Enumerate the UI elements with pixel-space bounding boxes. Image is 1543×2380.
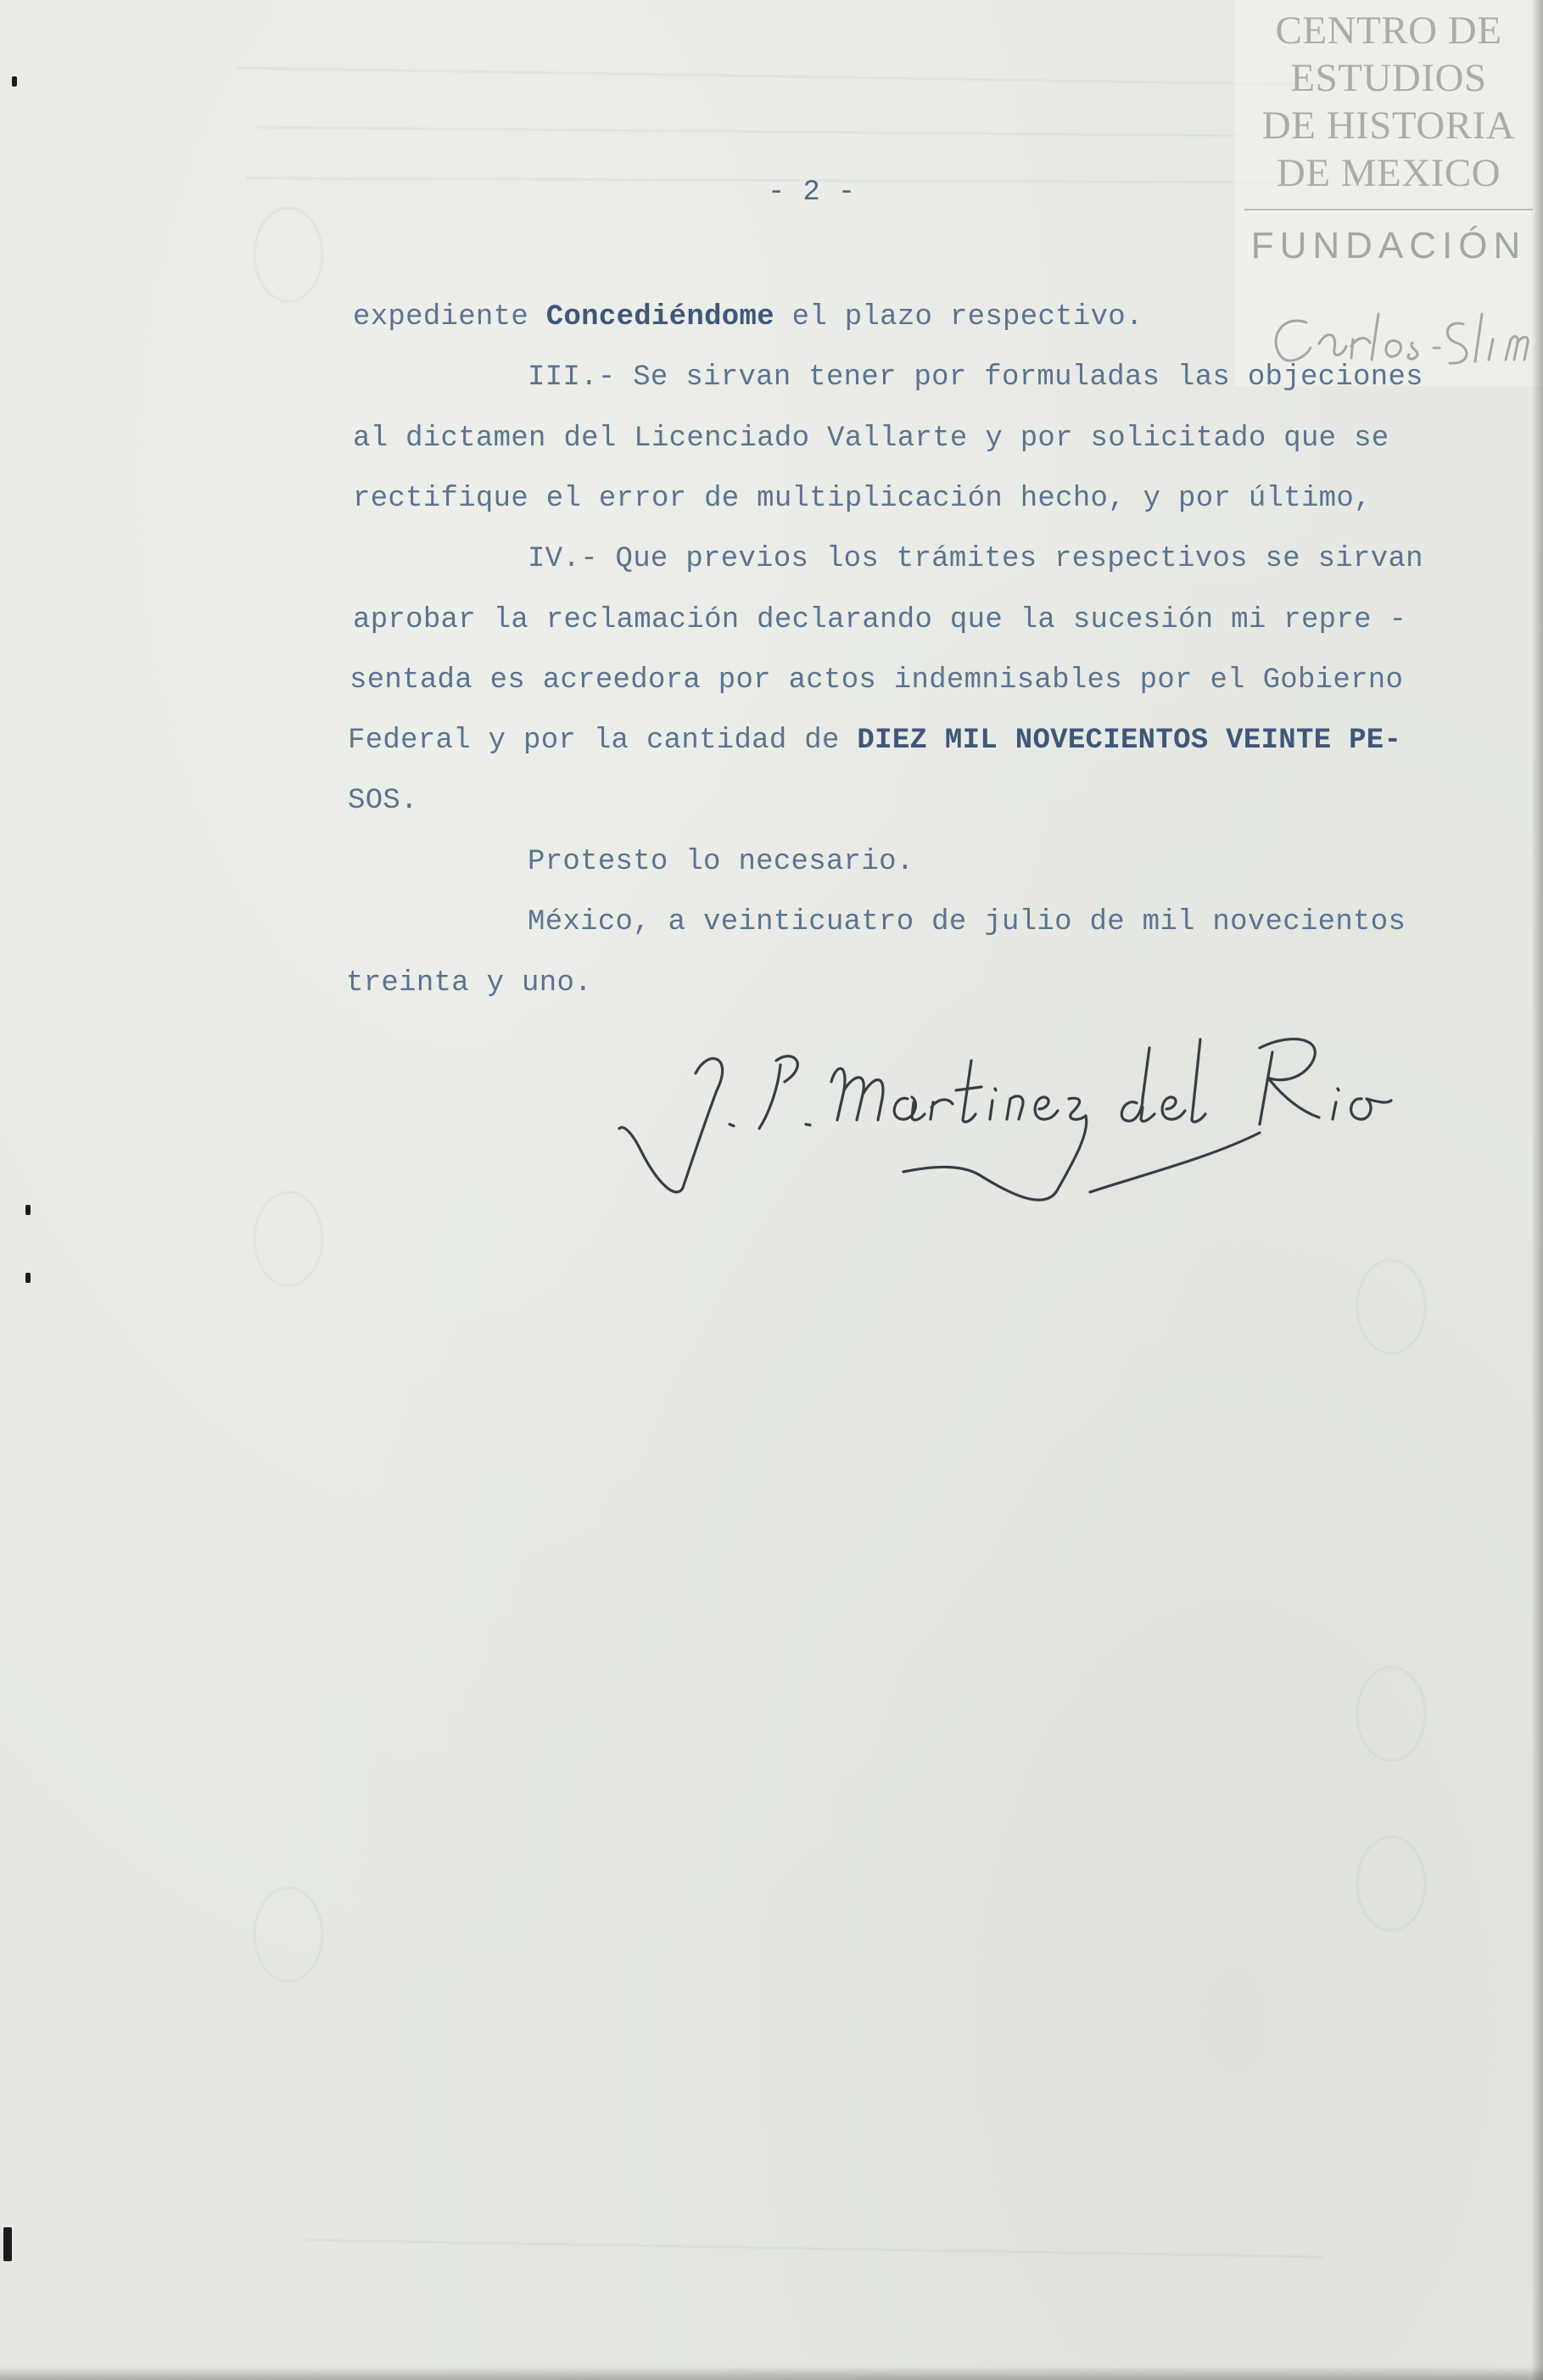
page-bottom-shadow [0,2366,1543,2380]
watermark-line-3: DE HISTORIA [1261,104,1516,148]
margin-mark [25,1273,31,1283]
text-line-8 [348,724,1401,758]
text-line-5: IV.- Que previos los trámites respectivos se sirvan [528,543,1423,575]
text-line-6: aprobar la reclamación declarando que la sucesión mi repre - [353,604,1407,636]
text-line-1-end: el plazo respectivo. [774,301,1143,333]
text-closing: Protesto lo necesario. [528,846,914,878]
margin-mark [3,2227,12,2261]
text-line-9: SOS. [348,785,418,817]
text-line-1-start: expediente [353,301,546,333]
handwritten-signature [615,1014,1429,1209]
watermark-foundation: FUNDACIÓN [1250,225,1527,266]
margin-mark [25,1205,31,1215]
page-number: - 2 - [768,176,856,209]
watermark-line-1: CENTRO DE [1275,8,1502,53]
text-date-end: treinta y uno. [346,967,592,1000]
watermark-line-4: DE MEXICO [1276,151,1501,195]
watermark-divider [1244,209,1533,210]
archive-watermark [1234,0,1543,386]
margin-mark [12,76,17,87]
text-line-7: sentada es acreedora por actos indemnisables por el Gobierno [349,664,1404,697]
text-line-1 [353,300,1143,334]
page-edge-shadow [1531,0,1543,2380]
text-line-2: III.- Se sirvan tener por formuladas las objeciones [528,361,1423,394]
text-line-8-start: Federal y por la cantidad de [348,725,858,757]
amount-text: DIEZ MIL NOVECIENTOS VEINTE PE- [857,725,1402,757]
overtyped-word: Concediéndome [545,301,774,333]
text-date-line: México, a veinticuatro de julio de mil novecientos [528,906,1406,938]
watermark-line-2: ESTUDIOS [1290,56,1487,100]
text-line-4: rectifique el error de multiplicación hecho, y por último, [353,483,1372,515]
text-line-3: al dictamen del Licenciado Vallarte y por solicitado que se [353,423,1389,455]
